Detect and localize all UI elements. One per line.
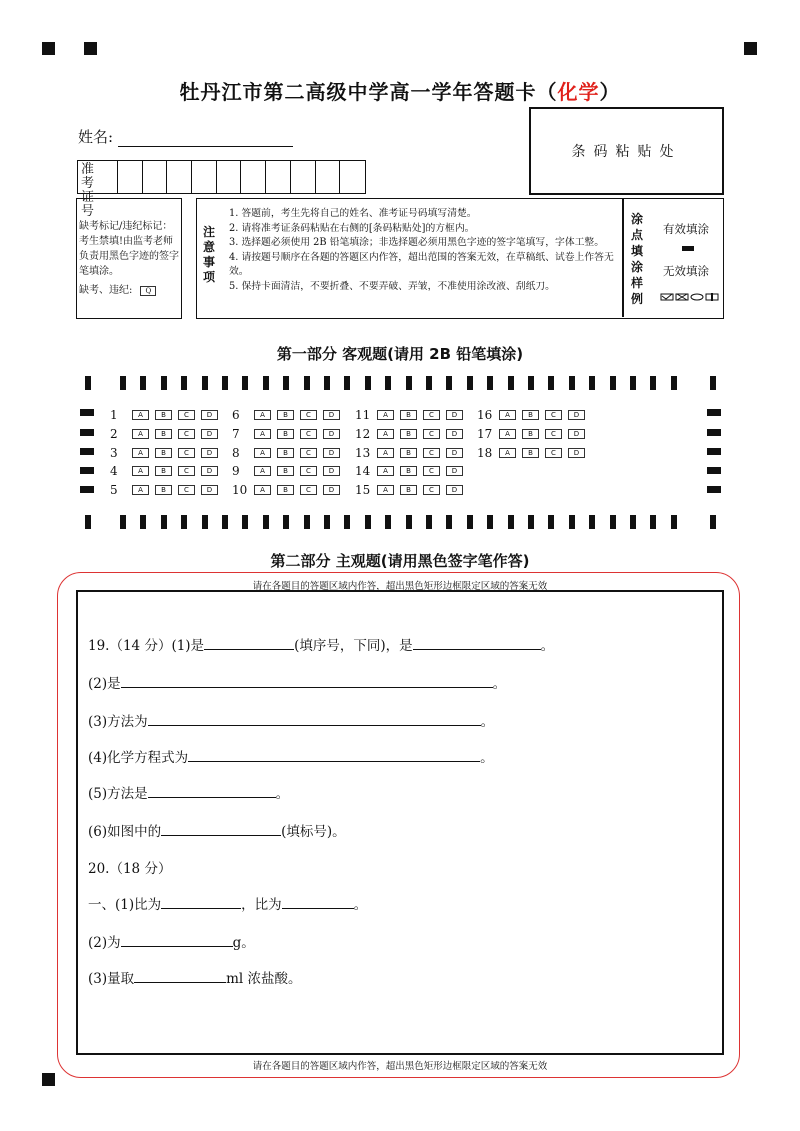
option-bubble[interactable]: C xyxy=(423,410,440,420)
q19-5-line: (5)方法是 。 xyxy=(88,786,290,802)
question-number: 16 xyxy=(477,408,493,422)
timing-mark xyxy=(242,515,248,529)
timing-mark xyxy=(344,515,350,529)
option-bubble[interactable]: D xyxy=(446,429,463,439)
question-number: 14 xyxy=(355,464,371,478)
side-mark xyxy=(707,448,721,455)
q19-4-line: (4)化学方程式为 。 xyxy=(88,750,494,766)
timing-mark xyxy=(569,376,575,390)
option-bubble[interactable]: B xyxy=(155,448,172,458)
timing-mark xyxy=(161,515,167,529)
question-item xyxy=(110,408,224,422)
timing-mark xyxy=(406,376,412,390)
invalid-marks-icon xyxy=(660,292,720,302)
option-bubble[interactable]: B xyxy=(277,485,294,495)
option-bubble[interactable]: C xyxy=(545,429,562,439)
timing-mark xyxy=(263,376,269,390)
option-bubble[interactable]: B xyxy=(400,485,417,495)
option-bubble[interactable]: C xyxy=(178,410,195,420)
option-bubble[interactable]: A xyxy=(377,448,394,458)
registration-mark xyxy=(84,42,97,55)
registration-mark xyxy=(42,42,55,55)
option-bubble[interactable]: C xyxy=(423,466,440,476)
name-field[interactable] xyxy=(118,132,293,147)
timing-mark xyxy=(650,376,656,390)
answer-blank[interactable] xyxy=(121,934,233,947)
timing-mark xyxy=(365,376,371,390)
notice-list xyxy=(229,207,617,294)
option-bubble[interactable]: A xyxy=(132,429,149,439)
notice-item: 5. 保持卡面清洁，不要折叠、不要弄破、弄皱，不准使用涂改液、刮纸刀。 xyxy=(229,280,555,292)
timing-mark xyxy=(467,376,473,390)
option-bubble[interactable]: D xyxy=(446,410,463,420)
timing-mark xyxy=(365,515,371,529)
option-bubble[interactable]: C xyxy=(178,485,195,495)
timing-mark xyxy=(467,515,473,529)
side-mark xyxy=(80,448,94,455)
option-bubble[interactable]: C xyxy=(423,429,440,439)
timing-mark xyxy=(85,376,91,390)
timing-mark xyxy=(487,515,493,529)
question-number: 11 xyxy=(355,408,371,422)
option-bubble[interactable]: B xyxy=(277,448,294,458)
answer-blank[interactable] xyxy=(188,749,480,762)
question-item xyxy=(355,483,469,497)
name-row xyxy=(78,126,293,147)
question-number: 13 xyxy=(355,446,371,460)
timing-mark xyxy=(548,515,554,529)
answer-blank[interactable] xyxy=(148,713,481,726)
option-bubble[interactable]: C xyxy=(178,448,195,458)
side-mark xyxy=(707,429,721,436)
timing-mark xyxy=(589,376,595,390)
option-bubble[interactable]: C xyxy=(178,429,195,439)
option-bubble[interactable]: A xyxy=(132,448,149,458)
barcode-area xyxy=(529,107,724,195)
question-item xyxy=(355,464,469,478)
sample-valid-mark xyxy=(682,246,694,251)
question-number: 2 xyxy=(110,427,118,441)
timing-mark xyxy=(140,515,146,529)
option-bubble[interactable]: C xyxy=(178,466,195,476)
option-bubble[interactable]: D xyxy=(568,448,585,458)
side-mark xyxy=(80,486,94,493)
id-cell[interactable] xyxy=(340,161,365,193)
question-item xyxy=(110,464,224,478)
option-bubble[interactable]: A xyxy=(132,410,149,420)
question-number: 3 xyxy=(110,446,118,460)
option-bubble[interactable]: B xyxy=(400,466,417,476)
option-bubble[interactable]: A xyxy=(254,410,271,420)
option-bubble[interactable]: B xyxy=(277,410,294,420)
question-number: 7 xyxy=(232,427,240,441)
question-item xyxy=(110,427,224,441)
timing-mark xyxy=(222,376,228,390)
notice-divider xyxy=(622,199,624,317)
timing-mark xyxy=(263,515,269,529)
timing-mark xyxy=(630,376,636,390)
answer-warning-bottom: 请在各题目的答题区域内作答，超出黑色矩形边框限定区域的答案无效 xyxy=(252,1061,548,1072)
registration-mark xyxy=(744,42,757,55)
option-bubble[interactable]: A xyxy=(254,448,271,458)
side-mark xyxy=(707,467,721,474)
timing-mark xyxy=(242,376,248,390)
option-bubble[interactable]: D xyxy=(446,466,463,476)
option-bubble[interactable]: C xyxy=(423,485,440,495)
option-bubble[interactable]: A xyxy=(377,485,394,495)
q19-6-line: (6)如图中的 (填标号)。 xyxy=(88,824,346,840)
option-bubble[interactable]: B xyxy=(522,448,539,458)
absent-mark-box xyxy=(76,198,182,319)
option-bubble[interactable]: B xyxy=(155,466,172,476)
question-item xyxy=(110,483,224,497)
question-item xyxy=(232,427,346,441)
question-number: 6 xyxy=(232,408,240,422)
option-bubble[interactable]: C xyxy=(300,448,317,458)
option-bubble[interactable]: B xyxy=(400,410,417,420)
q20-2-line: (2)为 g。 xyxy=(88,935,255,951)
timing-mark xyxy=(630,515,636,529)
timing-mark xyxy=(161,376,167,390)
option-bubble[interactable]: D xyxy=(323,485,340,495)
timing-mark xyxy=(304,515,310,529)
option-bubble[interactable]: A xyxy=(499,448,516,458)
question-item xyxy=(232,446,346,460)
question-item xyxy=(232,483,346,497)
option-bubble[interactable]: A xyxy=(254,466,271,476)
timing-mark xyxy=(324,376,330,390)
question-number: 4 xyxy=(110,464,118,478)
question-number: 9 xyxy=(232,464,240,478)
timing-mark xyxy=(528,515,534,529)
notice-item: 3. 选择题必须使用 2B 铅笔填涂；非选择题必须用黑色字迹的签字笔填写，字体工整。 xyxy=(229,237,605,248)
question-item xyxy=(477,408,591,422)
timing-mark xyxy=(385,515,391,529)
question-number: 15 xyxy=(355,483,371,497)
option-bubble[interactable]: D xyxy=(201,448,218,458)
timing-mark xyxy=(508,376,514,390)
option-bubble[interactable]: C xyxy=(545,410,562,420)
timing-mark xyxy=(426,515,432,529)
question-number: 12 xyxy=(355,427,371,441)
timing-mark xyxy=(548,376,554,390)
notice-item: 4. 请按题号顺序在各题的答题区内作答，超出范围的答案无效，在草稿纸、试卷上作答无效。 xyxy=(229,251,614,277)
option-bubble[interactable]: D xyxy=(323,466,340,476)
timing-mark xyxy=(324,515,330,529)
side-mark xyxy=(707,486,721,493)
option-bubble[interactable]: D xyxy=(201,410,218,420)
answer-blank[interactable] xyxy=(121,675,493,688)
question-number: 1 xyxy=(110,408,118,422)
question-number: 17 xyxy=(477,427,493,441)
q20-1-line: 一、(1)比为 ，比为 。 xyxy=(88,897,368,913)
timing-mark xyxy=(446,376,452,390)
timing-mark xyxy=(344,376,350,390)
timing-mark xyxy=(487,376,493,390)
option-bubble[interactable]: C xyxy=(300,485,317,495)
sample-invalid-marks xyxy=(660,287,720,306)
timing-mark xyxy=(508,515,514,529)
option-bubble[interactable]: C xyxy=(423,448,440,458)
option-bubble[interactable]: A xyxy=(499,410,516,420)
registration-mark xyxy=(42,1073,55,1086)
exam-id-label: 准考证号 xyxy=(78,161,118,193)
side-mark xyxy=(80,467,94,474)
option-bubble[interactable]: D xyxy=(446,448,463,458)
question-number: 18 xyxy=(477,446,493,460)
name-label: 姓名: xyxy=(78,128,114,146)
q19-2-line: (2)是 。 xyxy=(88,676,507,692)
timing-mark xyxy=(181,515,187,529)
side-mark xyxy=(80,409,94,416)
notice-item: 1. 答题前，考生先将自己的姓名、准考证号码填写清楚。 xyxy=(229,208,477,219)
id-cell[interactable] xyxy=(143,161,168,193)
q19-1-line: 19.（14 分）(1)是 (填序号，下同)，是 。 xyxy=(88,638,555,654)
absent-instructions: 缺考标记/违纪标记：考生禁填!由监考老师负责用黑色字迹的签字笔填涂。 xyxy=(79,221,179,277)
question-item xyxy=(355,446,469,460)
q20-heading: 20.（18 分） xyxy=(88,861,172,877)
option-bubble[interactable]: A xyxy=(377,466,394,476)
timing-mark xyxy=(406,515,412,529)
timing-mark xyxy=(569,515,575,529)
answer-blank[interactable] xyxy=(282,896,354,909)
part1-heading: 第一部分 客观题(请用 2B 铅笔填涂) xyxy=(276,345,524,363)
option-bubble[interactable]: A xyxy=(499,429,516,439)
q19-3-line: (3)方法为 。 xyxy=(88,714,495,730)
question-number: 5 xyxy=(110,483,118,497)
timing-mark xyxy=(181,376,187,390)
timing-mark xyxy=(140,376,146,390)
option-bubble[interactable]: D xyxy=(323,448,340,458)
option-bubble[interactable]: B xyxy=(400,448,417,458)
timing-mark xyxy=(710,515,716,529)
id-cell[interactable] xyxy=(167,161,192,193)
question-item xyxy=(355,408,469,422)
answer-warning-top: 请在各题目的答题区域内作答，超出黑色矩形边框限定区域的答案无效 xyxy=(252,581,548,592)
id-cell[interactable] xyxy=(192,161,217,193)
sample-invalid-label: 无效填涂 xyxy=(663,264,709,278)
answer-blank[interactable] xyxy=(161,896,241,909)
option-bubble[interactable]: C xyxy=(300,429,317,439)
answer-blank[interactable] xyxy=(413,637,541,650)
option-bubble[interactable]: C xyxy=(300,466,317,476)
option-bubble[interactable]: B xyxy=(155,485,172,495)
sample-heading: 涂点填涂样例 xyxy=(631,212,644,306)
absent-mark-label: 缺考、违纪: xyxy=(79,285,133,296)
option-bubble[interactable]: B xyxy=(277,429,294,439)
timing-mark xyxy=(446,515,452,529)
timing-mark xyxy=(304,376,310,390)
question-item xyxy=(477,446,591,460)
page-title: 牡丹江市第二高级中学高一学年答题卡（化学） xyxy=(179,80,621,104)
question-item xyxy=(232,464,346,478)
timing-mark xyxy=(283,376,289,390)
question-item xyxy=(477,427,591,441)
id-cell[interactable] xyxy=(217,161,242,193)
id-cell[interactable] xyxy=(291,161,316,193)
id-cell[interactable] xyxy=(118,161,143,193)
timing-mark xyxy=(385,376,391,390)
answer-blank[interactable] xyxy=(161,823,281,836)
option-bubble[interactable]: D xyxy=(201,429,218,439)
timing-mark xyxy=(650,515,656,529)
side-mark xyxy=(80,429,94,436)
notice-box xyxy=(196,198,724,319)
timing-mark xyxy=(671,515,677,529)
question-item xyxy=(110,446,224,460)
option-bubble[interactable]: C xyxy=(545,448,562,458)
timing-mark xyxy=(528,376,534,390)
id-cell[interactable] xyxy=(316,161,341,193)
timing-mark xyxy=(426,376,432,390)
option-bubble[interactable]: B xyxy=(155,410,172,420)
option-bubble[interactable]: D xyxy=(568,410,585,420)
timing-mark xyxy=(222,515,228,529)
timing-mark xyxy=(671,376,677,390)
question-item xyxy=(232,408,346,422)
timing-mark xyxy=(85,515,91,529)
notice-item: 2. 请将准考证条码粘贴在右侧的[条码粘贴处]的方框内。 xyxy=(229,222,475,234)
option-bubble[interactable]: D xyxy=(323,410,340,420)
timing-mark xyxy=(202,376,208,390)
option-bubble[interactable]: A xyxy=(377,410,394,420)
absent-mark-bubble[interactable]: Q xyxy=(140,286,156,296)
option-bubble[interactable]: D xyxy=(201,466,218,476)
answer-blank[interactable] xyxy=(204,637,294,650)
timing-mark xyxy=(283,515,289,529)
id-cell[interactable] xyxy=(266,161,291,193)
option-bubble[interactable]: B xyxy=(522,429,539,439)
timing-mark xyxy=(120,376,126,390)
timing-mark xyxy=(710,376,716,390)
timing-mark xyxy=(120,515,126,529)
subject-label: 化学 xyxy=(557,80,600,104)
question-number: 10 xyxy=(232,483,248,497)
id-cell[interactable] xyxy=(241,161,266,193)
sample-valid-label: 有效填涂 xyxy=(663,222,709,236)
option-bubble[interactable]: C xyxy=(300,410,317,420)
question-number: 8 xyxy=(232,446,240,460)
option-bubble[interactable]: D xyxy=(568,429,585,439)
answer-blank[interactable] xyxy=(134,970,226,983)
barcode-label: 条码粘贴处 xyxy=(571,144,682,160)
option-bubble[interactable]: A xyxy=(254,485,271,495)
q20-3-line: (3)量取 ml 浓盐酸。 xyxy=(88,971,302,987)
notice-heading: 注意事项 xyxy=(203,225,216,284)
option-bubble[interactable]: D xyxy=(323,429,340,439)
option-bubble[interactable]: A xyxy=(377,429,394,439)
option-bubble[interactable]: B xyxy=(155,429,172,439)
option-bubble[interactable]: A xyxy=(132,466,149,476)
side-mark xyxy=(707,409,721,416)
timing-mark xyxy=(610,515,616,529)
option-bubble[interactable]: B xyxy=(277,466,294,476)
option-bubble[interactable]: D xyxy=(201,485,218,495)
question-item xyxy=(355,427,469,441)
option-bubble[interactable]: A xyxy=(254,429,271,439)
option-bubble[interactable]: B xyxy=(522,410,539,420)
option-bubble[interactable]: B xyxy=(400,429,417,439)
timing-mark xyxy=(202,515,208,529)
part2-heading: 第二部分 主观题(请用黑色签字笔作答) xyxy=(270,552,530,570)
timing-mark xyxy=(589,515,595,529)
option-bubble[interactable]: A xyxy=(132,485,149,495)
option-bubble[interactable]: D xyxy=(446,485,463,495)
timing-mark xyxy=(610,376,616,390)
answer-blank[interactable] xyxy=(148,785,276,798)
